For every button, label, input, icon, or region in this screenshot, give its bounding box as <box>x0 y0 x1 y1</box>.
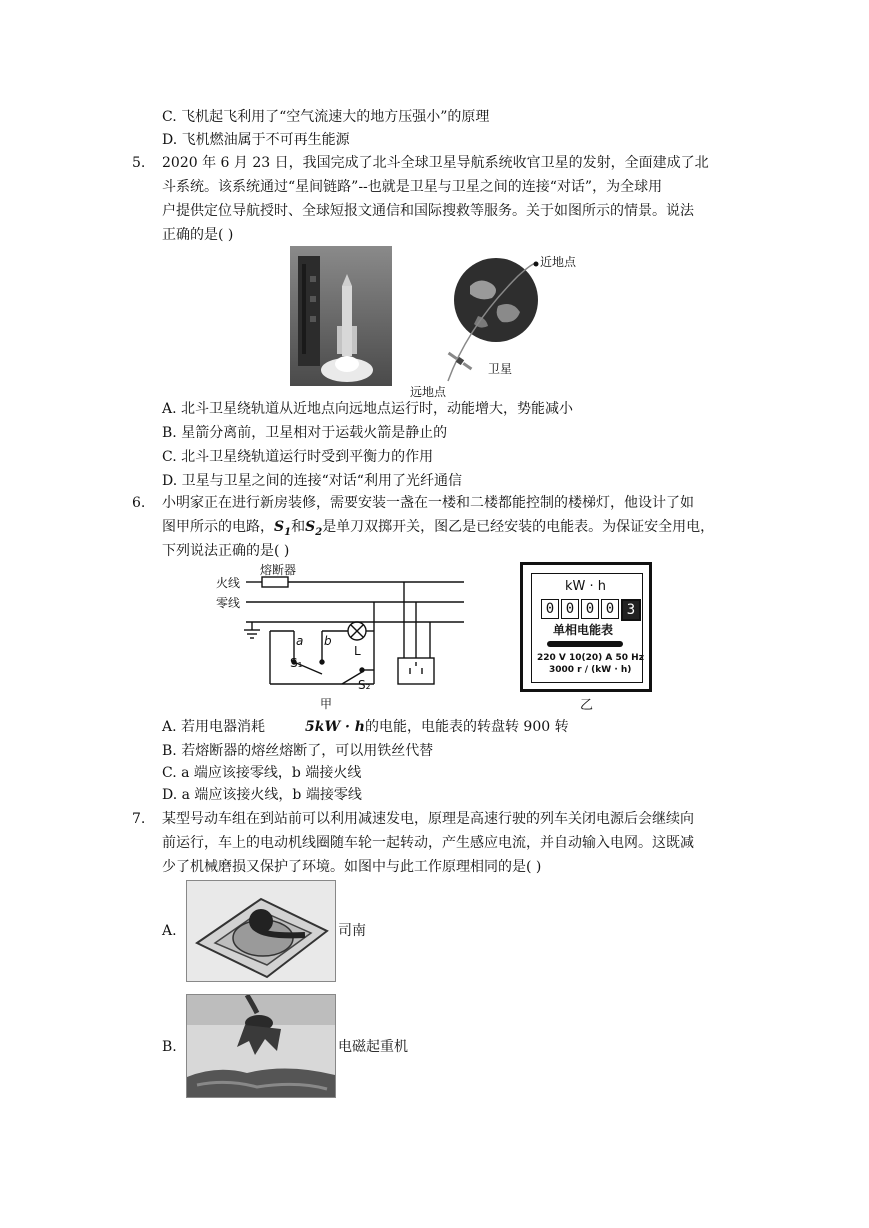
electric-meter <box>520 562 652 692</box>
neutral-wire-label: 零线 <box>216 596 241 610</box>
q7-option-a-label: 司南 <box>338 923 366 939</box>
meter-spec-1: 220 V 10(20) A 50 Hz <box>537 653 644 663</box>
q6-line-2b: 和 <box>291 519 306 535</box>
orbit-diagram <box>408 246 598 398</box>
q6-option-c: C. a 端应该接零线，b 端接火线 <box>162 765 362 781</box>
switch-s1-label: S₁ <box>290 656 303 670</box>
sinan-compass-photo <box>186 880 336 982</box>
q7-line-1: 某型号动车组在到站前可以利用减速发电，原理是高速行驶的列车关闭电源后会继续向 <box>162 811 694 827</box>
q7-option-b-letter: B. <box>162 1039 177 1055</box>
q7-line-3: 少了机械磨损又保护了环境。如图中与此工作原理相同的是( ) <box>162 859 542 875</box>
q6-line-2a: 图甲所示的电路， <box>162 519 274 535</box>
q6-number: 6. <box>132 495 146 511</box>
q5-option-b: B. 星箭分离前，卫星相对于运载火箭是静止的 <box>162 425 448 441</box>
q5-line-1: 2020 年 6 月 23 日，我国完成了北斗全球卫星导航系统收官卫星的发射，全面建成了北 <box>162 155 709 171</box>
q6-line-3: 下列说法正确的是( ) <box>162 543 290 559</box>
q5-line-2: 斗系统。该系统通过“星间链路”--也就是卫星与卫星之间的连接“对话”，为全球用 <box>162 179 663 195</box>
q5-option-c: C. 北斗卫星绕轨道运行时受到平衡力的作用 <box>162 449 434 465</box>
circuit-diagram <box>212 558 474 710</box>
q4-option-d: D. 飞机燃油属于不可再生能源 <box>162 132 350 148</box>
q6-option-a: A. 若用电器消耗 5kW · h的电能，电能表的转盘转 900 转 <box>162 719 569 735</box>
fuse-label: 熔断器 <box>260 563 297 577</box>
apogee-label: 远地点 <box>410 385 447 398</box>
q5-line-4: 正确的是( ) <box>162 227 234 243</box>
q4-option-c: C. 飞机起飞利用了“空气流速大的地方压强小”的原理 <box>162 109 490 125</box>
meter-unit: kW · h <box>565 579 607 594</box>
meter-digits: 0 0 0 0 3 <box>541 599 641 621</box>
circuit-caption: 甲 <box>320 697 333 710</box>
q6-option-d: D. a 端应该接火线，b 端接零线 <box>162 787 362 803</box>
meter-spec-2: 3000 r / (kW · h) <box>549 665 632 675</box>
q7-number: 7. <box>132 811 146 827</box>
s2-symbol: $S_2$ <box>305 519 323 538</box>
meter-disc <box>547 641 623 647</box>
q6-option-b: B. 若熔断器的熔丝熔断了，可以用铁丝代替 <box>162 743 434 759</box>
satellite-label: 卫星 <box>488 362 513 376</box>
q5-option-a: A. 北斗卫星绕轨道从近地点向远地点运行时，动能增大，势能减小 <box>162 401 574 417</box>
q5-line-3: 户提供定位导航授时、全球短报文通信和国际搜救等服务。关于如图所示的情景。说法 <box>162 203 694 219</box>
meter-caption: 乙 <box>580 698 594 713</box>
q5-option-d: D. 卫星与卫星之间的连接“对话“利用了光纤通信 <box>162 473 462 489</box>
terminal-a-label: a <box>296 634 304 648</box>
q6-line-1: 小明家正在进行新房装修，需要安装一盏在一楼和二楼都能控制的楼梯灯，他设计了如 <box>162 495 694 511</box>
q7-option-a-letter: A. <box>162 923 177 939</box>
q5-number: 5. <box>132 155 146 171</box>
perigee-label: 近地点 <box>540 255 577 269</box>
q6-line-2c: 是单刀双掷开关，图乙是已经安装的电能表。为保证安全用电， <box>322 519 715 535</box>
lamp-label: L <box>354 644 361 658</box>
terminal-b-label: b <box>324 634 332 648</box>
q7-line-2: 前运行，车上的电动机线圈随车轮一起转动，产生感应电流，并自动输入电网。这既减 <box>162 835 694 851</box>
rocket-launch-photo <box>290 246 392 386</box>
meter-name: 单相电能表 <box>553 623 614 637</box>
q7-option-b-label: 电磁起重机 <box>338 1039 408 1055</box>
live-wire-label: 火线 <box>216 576 241 590</box>
s1-symbol: $S_1$ <box>274 519 292 538</box>
energy-amount: 5kW · h <box>305 719 365 735</box>
electromagnetic-crane-photo <box>186 994 336 1098</box>
switch-s2-label: S₂ <box>358 678 371 692</box>
